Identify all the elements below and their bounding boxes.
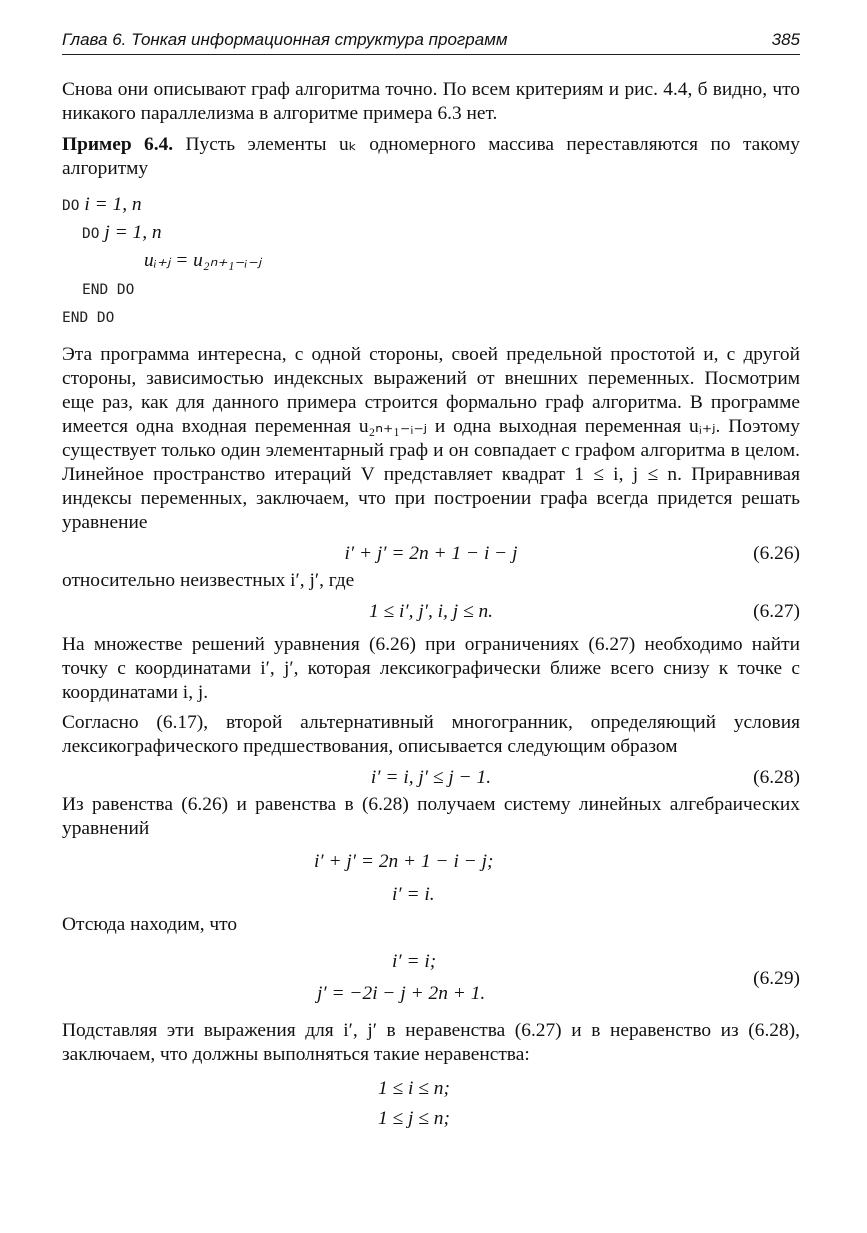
system-line-2: j′ = −2i − j + 2n + 1. [317, 983, 486, 1004]
paragraph-6: Из равенства (6.26) и равенства в (6.28) получаем систему линейных алгебраических уравнений [62, 794, 800, 839]
code-line-end-inner [62, 275, 800, 303]
inequality-line-2: 1 ≤ j ≤ n; [378, 1108, 450, 1129]
loop-i: i = 1, n [84, 194, 142, 215]
page [62, 28, 800, 1135]
equation-formula: i′ + j′ = 2n + 1 − i − j [344, 543, 518, 564]
code-line-inner-do [62, 219, 800, 247]
code-line-outer-do [62, 191, 800, 219]
assignment: uᵢ₊ⱼ = u₂ₙ₊₁₋ᵢ₋ⱼ [144, 250, 262, 271]
code-block [62, 191, 800, 331]
equation-number: (6.27) [753, 601, 800, 622]
paragraph-5: Согласно (6.17), второй альтернативный многогранник, определяющий условия лексикографического предшествования, описывается следующим образом [62, 712, 800, 757]
running-header [62, 28, 800, 55]
equation-6-28 [62, 763, 800, 793]
example-paragraph [62, 133, 800, 181]
inequality-line-1: 1 ≤ i ≤ n; [378, 1078, 450, 1099]
inequality-system [62, 1075, 800, 1135]
page-number: 385 [771, 30, 800, 49]
system-line-1: i′ = i; [392, 951, 437, 972]
equation-number: (6.28) [753, 767, 800, 788]
paragraph-8: Подставляя эти выражения для i′, j′ в неравенства (6.27) и в неравенство из (6.28), заключаем, что должны выполняться такие неравенства: [62, 1020, 800, 1065]
example-label: Пример 6.4. [62, 134, 174, 155]
paragraph-4: На множестве решений уравнения (6.26) при ограничениях (6.27) необходимо найти точку с координатами i′, j′, которая лексикографически ближе всего снизу к точке с координатами i, j. [62, 634, 800, 703]
loop-j: j = 1, n [104, 222, 162, 243]
equation-system-1 [62, 847, 800, 913]
code-line-assign [62, 247, 800, 275]
system-line-1: i′ + j′ = 2n + 1 − i − j; [314, 851, 494, 872]
do-keyword: DO [82, 226, 100, 242]
equation-formula: 1 ≤ i′, j′, i, j ≤ n. [368, 601, 494, 622]
system-line-2: i′ = i. [392, 884, 435, 905]
paragraph-3: относительно неизвестных i′, j′, где [62, 570, 355, 591]
do-keyword: DO [62, 198, 80, 214]
equation-number: (6.29) [753, 968, 800, 989]
equation-6-27 [62, 597, 800, 627]
equation-6-29 [62, 947, 800, 1013]
chapter-title: Глава 6. Тонкая информационная структура программ [62, 30, 508, 49]
end-do-keyword: END DO [82, 282, 135, 298]
paragraph-7: Отсюда находим, что [62, 914, 238, 935]
equation-6-26 [62, 539, 800, 569]
equation-formula: i′ = i, j′ ≤ j − 1. [370, 767, 492, 788]
paragraph-1: Снова они описывают граф алгоритма точно. По всем критериям и рис. 4.4, б видно, что никакого параллелизма в алгоритме примера 6.3 нет. [62, 79, 800, 124]
example-text: Пусть элементы uₖ одномерного массива переставляются по такому алгоритму [62, 134, 800, 179]
equation-number: (6.26) [753, 543, 800, 564]
paragraph-2: Эта программа интересна, с одной стороны, своей предельной простотой и, с другой стороны, зависимостью индексных выражений от внешних переменных. Посмотрим еще раз, как для данного примера строится формально граф алгоритма. В программе имеется одна входная переменная u₂ₙ₊₁₋ᵢ₋ⱼ и одна выходная переменная uᵢ₊ⱼ. Поэтому существует только один элементарный граф и он совпадает с графом алгоритма в целом. Линейное пространство итераций V представляет квадрат 1 ≤ i, j ≤ n. Приравнивая индексы переменных, заключаем, что при построении графа всегда придется решать уравнение [62, 344, 800, 533]
code-line-end-outer [62, 303, 800, 331]
end-do-keyword: END DO [62, 310, 115, 326]
